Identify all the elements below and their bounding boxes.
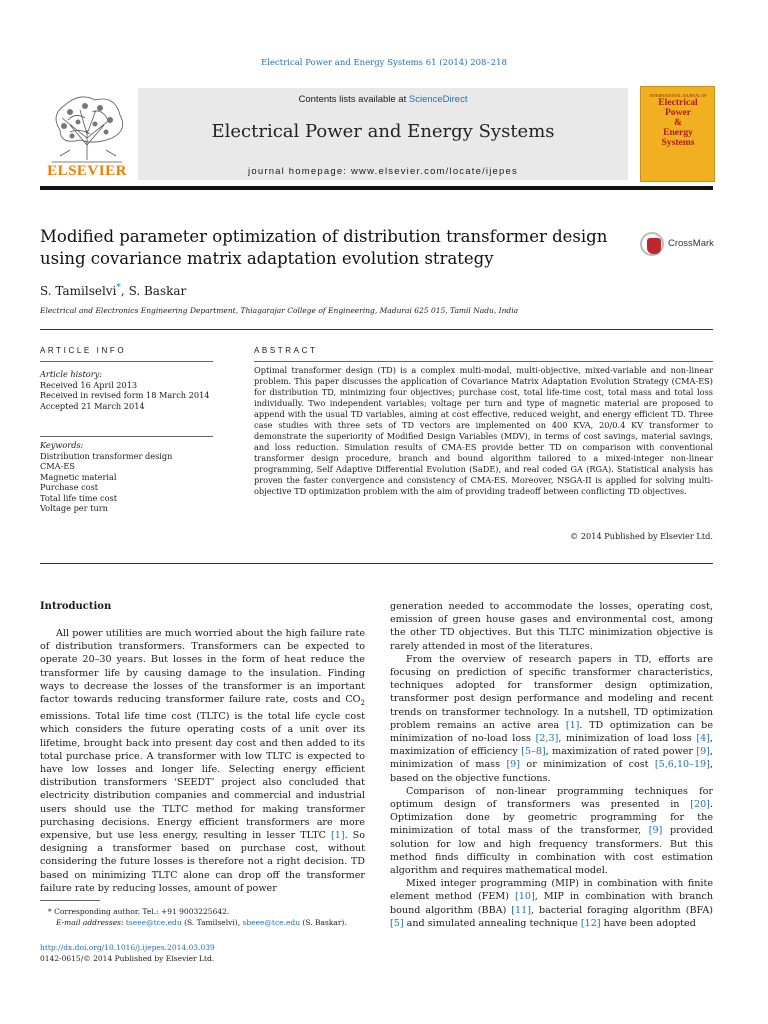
article-info-heading: ARTICLE INFO [40, 346, 127, 355]
email-link[interactable]: sbeee@tce.edu [242, 918, 301, 927]
keywords-label: Keywords: [40, 440, 84, 450]
doi-block [40, 942, 215, 964]
contents-line [138, 94, 628, 105]
introduction-heading: Introduction [40, 601, 112, 612]
citation-link[interactable]: [5–8] [521, 746, 546, 758]
keyword: Voltage per turn [40, 503, 108, 513]
article-title: Modified parameter optimization of distribution transformer design using covariance matrix adaptation evolution strategy [40, 227, 608, 268]
cover-line: Electrical [658, 97, 698, 108]
corresponding-author-note: * Corresponding author. Tel.: +91 9003225642. [48, 907, 230, 916]
email-link[interactable]: tseee@tce.edu [125, 918, 182, 927]
doi-link[interactable]: http://dx.doi.org/10.1016/j.ijepes.2014.03.039 [40, 943, 215, 952]
paragraph: Comparison of non-linear programming techniques for optimum design of transformers was presented in [20]. Optimization done by geometric programming for the minimization of total mass of the transformer, [9] provided solution for low and high frequency transformers. But this method finds difficulty in combination with cost estimation algorithm and requires mathematical model. [390, 785, 713, 877]
keyword: Purchase cost [40, 482, 99, 492]
citation-link[interactable]: [1] [330, 829, 345, 841]
citation-link[interactable]: [5] [390, 917, 404, 929]
citation-link[interactable]: [4] [696, 733, 710, 745]
keywords-block [40, 440, 230, 514]
author-2: S. Baskar [128, 284, 187, 298]
issn-line: 0142-0615/© 2014 Published by Elsevier Ltd. [40, 954, 215, 963]
journal-cover [640, 86, 715, 182]
author-1: S. Tamilselvi [40, 284, 117, 298]
article-info-rule [40, 361, 213, 362]
citation-link[interactable]: [10] [515, 891, 535, 903]
cover-subtitle: INTERNATIONAL JOURNAL OF [649, 93, 707, 98]
body-column-right [390, 600, 713, 930]
paragraph: From the overview of research papers in TD, efforts are focusing on prediction of specific transformer characteristics, techniques adopted for transformer design optimization, transformer post design performance and modeling and recent trends on transformer technology. In a nutshell, TD optimization problem remains an active area [1]. TD optimization can be minimization of no-load loss [2,3], minimization of load loss [4], maximization of efficiency [5–8], maximization of rated power [9], minimization of mass [9] or minimization of cost [5,6,10–19], based on the objective functions. [390, 653, 714, 784]
abstract-heading: ABSTRACT [254, 346, 318, 355]
crossmark-badge[interactable] [640, 232, 720, 258]
citation-link[interactable]: [2,3] [535, 733, 559, 745]
keyword: Distribution transformer design [40, 450, 173, 461]
journal-reference[interactable]: Electrical Power and Energy Systems 61 (2014) 208–218 [261, 58, 507, 68]
crossmark-icon [640, 232, 664, 256]
cover-line: & [674, 117, 682, 128]
abstract-end-rule [40, 563, 713, 564]
article-history [40, 369, 220, 411]
cover-line: Systems [661, 137, 695, 148]
sciencedirect-link[interactable]: ScienceDirect [408, 94, 468, 105]
revised-date: Received in revised form 18 March 2014 [40, 390, 210, 400]
received-date: Received 16 April 2013 [40, 379, 138, 390]
footnote [40, 906, 370, 928]
paragraph: generation needed to accommodate the losses, operating cost, emission of green house gases and environmental cost, among the other TD objectives. But this TLTC minimization objective is rarely attended in most of the literatures. [390, 601, 713, 652]
email-addresses: E-mail addresses: tseee@tce.edu (S. Tamilselvi), sbeee@tce.edu (S. Baskar). [56, 918, 347, 927]
cover-line: Power [664, 107, 692, 118]
contents-prefix: Contents lists available at [298, 94, 409, 105]
cover-line: Energy [663, 127, 693, 138]
citation-link[interactable]: [20] [690, 799, 710, 811]
accepted-date: Accepted 21 March 2014 [40, 400, 145, 411]
journal-homepage[interactable]: journal homepage: www.elsevier.com/locate/ijepes [248, 166, 518, 177]
keyword: Magnetic material [40, 471, 117, 482]
abstract-text: Optimal transformer design (TD) is a complex multi-modal, multi-objective, mixed-variable and non-linear problem. This paper discusses the application of Covariance Matrix Adaptation Evolution Strategy (CMA-ES) for distribution TD, minimizing four objectives; purchase cost, total life-time cost, total mass and total loss individually. Two independent variables; voltage per turn and type of magnetic material are proposed to append with the usual TD variables, aiming at cost effective, reduced weight, and energy efficient TD. Three case studies with three sets of TD vectors are implemented on 400 KVA, 20/0.4 KV transformer to demonstrate the superiority of Modified Design Variables (MDV), in terms of cost savings, material savings, and loss reduction. Simulation results of CMA-ES provide better TD on comparison with conventional transformer design procedure, branch and bound algorithm tailored to a mixed-integer non-linear programming, Self Adaptive Differential Evolution (SaDE), and real coded GA (RGA). Statistical analysis has proven the faster convergence and consistency of CMA-ES. Moreover, NSGA-II is applied for solving multi-objective TD optimization problem with the aim of providing tradeoff between conflicting TD objectives. [254, 365, 713, 496]
citation-link[interactable]: [9] [506, 759, 521, 771]
keywords-rule [40, 436, 213, 437]
affiliation-rule [40, 329, 713, 330]
abstract-rule [254, 361, 713, 362]
paragraph: Mixed integer programming (MIP) in combination with finite element method (FEM) [10], MIP in combination with branch bound algorithm (BBA) [11], bacterial foraging algorithm (BFA) [5] and simulated annealing technique [12] have been adopted [390, 878, 713, 929]
citation-link[interactable]: [12] [580, 917, 601, 929]
affiliation: Electrical and Electronics Engineering Department, Thiagarajar College of Engineering, Madurai 625 015, Tamil Nadu, India [40, 306, 519, 315]
citation-link[interactable]: [9] [648, 825, 663, 837]
authors [40, 283, 186, 298]
citation-link[interactable]: [9] [696, 746, 710, 758]
history-label: Article history: [40, 369, 102, 379]
abstract-copyright: © 2014 Published by Elsevier Ltd. [570, 531, 713, 541]
corresponding-author-mark[interactable]: * [116, 283, 121, 293]
keyword: Total life time cost [40, 492, 117, 503]
citation-link[interactable]: [11] [511, 904, 531, 916]
author-separator: , [120, 284, 129, 298]
elsevier-wordmark: ELSEVIER [47, 163, 127, 179]
journal-title: Electrical Power and Energy Systems [211, 121, 555, 142]
crossmark-label: CrossMark [668, 238, 714, 249]
citation-link[interactable]: [1] [565, 719, 580, 731]
footnote-rule [40, 900, 100, 901]
header-rule [40, 186, 713, 190]
body-column-left [40, 627, 365, 895]
keyword: CMA-ES [40, 461, 75, 471]
citation-link[interactable]: [5,6,10–19] [654, 759, 710, 771]
paragraph: All power utilities are much worried about the high failure rate of distribution transformers. Transformers can be expected to operate 20–30 years. But losses in the form of heat reduce the transformer life by causing damage to the insulation. Finding ways to decrease the losses of the transformer is an important factor towards reducing transformer failure rate, costs and $CO_2$ emissions. Total life time cost (TLTC) is the total life cycle cost which considers the future operating costs of a unit over its lifetime, brought back into present day cost and then added to its total purchase price. A transformer with low TLTC is expected to have low losses and longer life. Selecting energy efficient distribution transformers ‘SEEDT’ project also concluded that electricity distribution companies and commercial and industrial users should use the TLTC method for making transformer purchasing decisions. Energy efficient transformers are more expensive, but use less energy, resulting in lesser TLTC [1]. So designing a transformer based on purchase cost, without considering the future losses is therefore not a right decision. TD based on minimizing TLTC alone can drop off the transformer failure rate by reducing losses, amount of power [40, 628, 366, 894]
